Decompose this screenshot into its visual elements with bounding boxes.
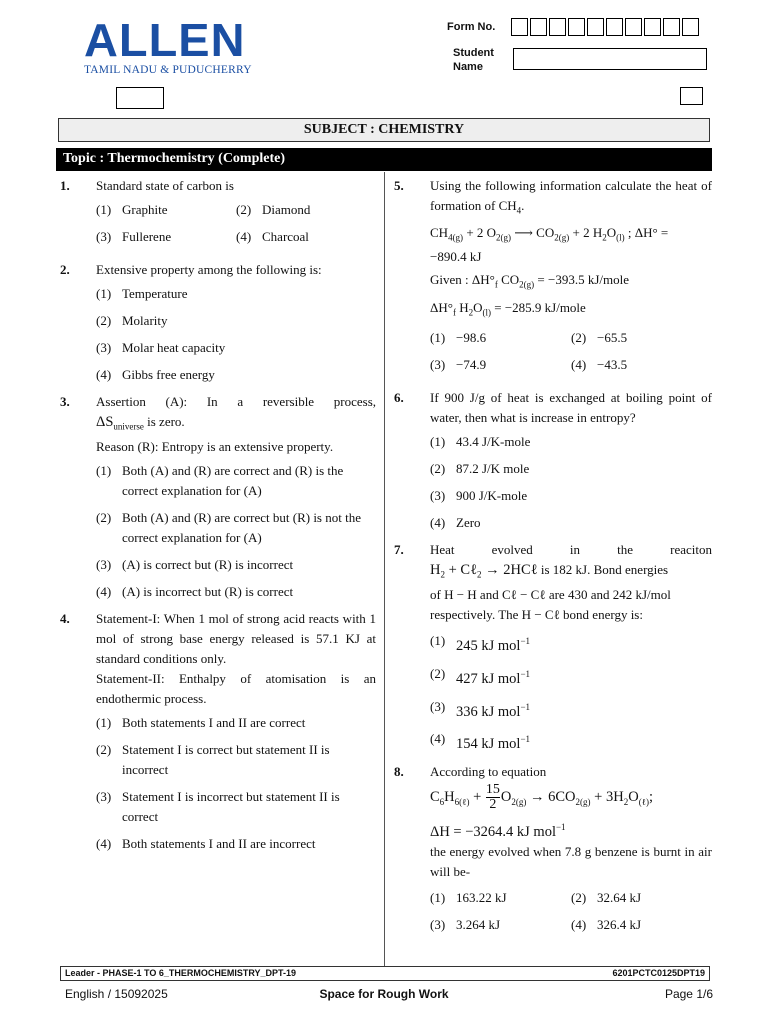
option-number: (2) [571, 890, 587, 905]
option-text: Temperature [122, 286, 188, 301]
option-text: Molarity [122, 313, 168, 328]
option-number: (1) [430, 632, 446, 648]
option-text [456, 664, 712, 689]
enthalpy-line [430, 817, 712, 842]
left-column [58, 176, 376, 861]
page-number: Page 1/6 [664, 987, 713, 1001]
blank-box-right[interactable] [680, 87, 703, 105]
option[interactable] [96, 555, 376, 575]
given-sub: (l) [482, 307, 491, 318]
question-text [430, 176, 712, 221]
option-number: (2) [571, 330, 587, 346]
question-number: 4. [60, 610, 70, 626]
options [96, 284, 376, 385]
option-number: (4) [96, 583, 112, 599]
option[interactable] [430, 729, 712, 754]
eq-sub: 2(g) [496, 232, 512, 243]
form-no-box[interactable] [644, 18, 661, 36]
question-8 [392, 762, 712, 942]
option-number: (4) [96, 367, 112, 382]
option-unit: kJ mol [477, 637, 521, 654]
eq-sub: 6 [439, 797, 445, 808]
option-number: (3) [96, 788, 112, 804]
given-h2o [430, 298, 712, 323]
q5-text-end: . [521, 198, 525, 213]
option[interactable] [571, 888, 712, 908]
given-part: H [455, 299, 469, 315]
option[interactable] [571, 328, 712, 348]
option-value: 154 [456, 736, 478, 753]
blank-box-left[interactable] [116, 87, 164, 109]
option[interactable] [430, 664, 712, 689]
option-text: Fullerene [122, 229, 172, 244]
reason-text: Reason (R): Entropy is an extensive property. [96, 438, 334, 454]
option-text: Graphite [122, 202, 168, 217]
option[interactable] [96, 311, 376, 331]
option-text: 900 J/K-mole [456, 488, 528, 504]
option[interactable] [96, 284, 376, 304]
eq-sub: (ℓ) [638, 797, 649, 808]
assertion-text [96, 392, 376, 412]
q5-sub: 4 [516, 205, 522, 216]
form-no-box[interactable] [587, 18, 604, 36]
option[interactable] [430, 513, 712, 533]
reaction-equation [430, 223, 712, 248]
option-number: (1) [430, 330, 446, 346]
option-number: (1) [96, 202, 112, 217]
option-number: (1) [96, 286, 112, 301]
question-tail: the energy evolved when 7.8 g benzene is burnt in air will be- [430, 844, 712, 879]
question-text: Standard state of carbon is [96, 178, 234, 193]
option-number: (3) [430, 488, 446, 504]
option[interactable] [430, 915, 571, 935]
option[interactable] [96, 713, 376, 733]
option-number: (1) [96, 462, 112, 478]
option-number: (2) [96, 313, 112, 328]
option-value: 245 [456, 637, 478, 654]
form-no-label: Form No. [447, 21, 496, 33]
option-text: −43.5 [597, 357, 628, 373]
enthalpy-value [430, 817, 566, 842]
option-text: −98.6 [456, 330, 487, 346]
option[interactable] [236, 227, 376, 247]
form-no-box[interactable] [530, 18, 547, 36]
option[interactable] [430, 432, 712, 452]
question-number: 5. [394, 178, 404, 193]
option-unit-sup: −1 [520, 668, 531, 679]
given-part: ΔH° [430, 299, 453, 315]
option-number: (3) [96, 556, 112, 572]
option[interactable] [96, 787, 376, 827]
option-number: (2) [430, 461, 446, 477]
language-date: English / 15092025 [65, 987, 168, 1001]
question-line-4: respectively. The H − Cℓ bond energy is: [430, 606, 643, 622]
topic-bar: Topic : Thermochemistry (Complete) [56, 148, 712, 171]
combustion-equation [430, 782, 712, 817]
option-text: Gibbs free energy [122, 367, 215, 382]
question-7 [392, 540, 712, 754]
logo-subtitle: TAMIL NADU & PUDUCHERRY [84, 64, 252, 76]
eq-part: + 2 O [463, 224, 497, 240]
form-no-box[interactable] [682, 18, 699, 36]
eq-part: H [430, 562, 441, 579]
eq-sub: 2 [477, 569, 482, 580]
form-no-box[interactable] [625, 18, 642, 36]
statement-1: Statement-I: When 1 mol of strong acid reacts with 1 mol of strong base energy released is 57.1 KJ at standard conditions only. [96, 610, 376, 666]
question-5 [392, 176, 712, 382]
option-number: (4) [96, 835, 112, 851]
option[interactable] [430, 355, 571, 375]
given-sub: f [494, 279, 498, 290]
option[interactable] [430, 888, 571, 908]
given-sub: 2(g) [519, 279, 535, 290]
assertion-end: is zero. [143, 414, 185, 429]
option[interactable] [96, 834, 376, 854]
assertion-formula [96, 412, 376, 437]
eq-part: O [500, 789, 512, 806]
eq-part: CH [430, 224, 449, 240]
allen-logo [84, 14, 252, 76]
option-number: (3) [430, 698, 446, 714]
option-text [456, 729, 712, 754]
question-line-2 [430, 560, 712, 585]
option-unit-sup: −1 [520, 635, 531, 646]
question-number: 2. [60, 262, 70, 277]
option-number: (3) [96, 229, 112, 244]
option[interactable] [96, 740, 376, 780]
eq-sub: 2 [623, 797, 629, 808]
options [96, 200, 376, 254]
eq-part: → 2HCℓ [481, 562, 538, 579]
question-line-1: Heat evolved in the reaciton [430, 542, 712, 558]
footer-bar [60, 966, 710, 981]
statement-2: Statement-II: Enthalpy of atomisation is an endothermic process. [96, 670, 376, 706]
option-number: (2) [430, 665, 446, 681]
option[interactable] [571, 915, 712, 935]
option[interactable] [96, 338, 376, 358]
eq-part: ; ΔH° = [624, 224, 669, 240]
rough-work-label: Space for Rough Work [319, 987, 449, 1001]
eq-part: → 6CO [526, 789, 576, 806]
option-text: Both (A) and (R) are correct but (R) is not the correct explanation for (A) [122, 509, 361, 545]
option-number: (2) [96, 741, 112, 757]
given-part: = −285.9 kJ/mole [490, 299, 586, 315]
form-no-box[interactable] [568, 18, 585, 36]
options [96, 461, 376, 602]
option[interactable] [430, 486, 712, 506]
option-number: (1) [96, 714, 112, 730]
option-number: (2) [96, 509, 112, 525]
given-part: Given : ΔH° [430, 272, 495, 288]
option-number: (3) [96, 340, 112, 355]
option-unit: kJ mol [477, 670, 521, 687]
fraction-denominator: 2 [486, 797, 500, 812]
option-text: 43.4 J/K-mole [456, 434, 531, 450]
form-no-box[interactable] [549, 18, 566, 36]
option-text: 87.2 J/K mole [456, 461, 530, 477]
student-label-line1: Student [453, 47, 494, 59]
eq-part: H [444, 789, 455, 806]
option[interactable] [430, 697, 712, 722]
subject-bar: SUBJECT : CHEMISTRY [58, 118, 710, 142]
option-text [456, 697, 712, 722]
option-text: Both (A) and (R) are correct and (R) is the correct explanation for (A) [122, 462, 344, 498]
footer-left-text: Leader - PHASE-1 TO 6_THERMOCHEMISTRY_DPT-19 [65, 968, 297, 978]
eq-part: O [606, 224, 617, 240]
option[interactable] [96, 227, 236, 247]
logo-wordmark: ALLEN [84, 14, 246, 66]
eq-part: is 182 kJ. Bond energies [537, 562, 669, 578]
option-number: (3) [430, 917, 446, 932]
question-text: According to equation [430, 764, 547, 780]
option-text: Both statements I and II are correct [122, 714, 306, 730]
reaction-enthalpy: −890.4 kJ [430, 249, 482, 265]
option[interactable] [96, 365, 376, 385]
option-number: (4) [571, 357, 587, 373]
question-number: 6. [394, 390, 404, 406]
form-no-box[interactable] [606, 18, 623, 36]
eq-sub: 2(g) [511, 797, 527, 808]
option-number: (3) [430, 357, 446, 373]
options [430, 328, 712, 382]
option-number: (4) [430, 515, 446, 531]
option-text: 3.264 kJ [456, 917, 501, 932]
option-value: 427 [456, 670, 478, 687]
option-text: 326.4 kJ [597, 917, 642, 932]
fraction [486, 783, 500, 812]
option-text: −65.5 [597, 330, 628, 346]
option-number: (4) [430, 731, 446, 747]
options [430, 888, 712, 942]
given-part: = −393.5 kJ/mole [534, 272, 629, 288]
column-divider [384, 172, 385, 966]
option-text: Statement I is correct but statement II is incorrect [122, 741, 330, 777]
given-sub: 2 [468, 307, 474, 318]
eq-part: + [469, 789, 485, 806]
option-text: Charcoal [262, 229, 309, 244]
eq-sub: 4(g) [448, 232, 464, 243]
eq-sub: 2(g) [575, 797, 591, 808]
option[interactable] [571, 355, 712, 375]
question-1 [58, 176, 376, 254]
option-number: (1) [430, 890, 446, 905]
question-4 [58, 609, 376, 854]
option-text: Statement I is incorrect but statement II is correct [122, 788, 340, 824]
option-text: Both statements I and II are incorrect [122, 835, 316, 851]
question-text: Extensive property among the following is: [96, 262, 322, 277]
question-number: 7. [394, 542, 404, 558]
option[interactable] [96, 508, 376, 548]
option-text: 32.64 kJ [597, 890, 642, 905]
eq-part: C [430, 789, 440, 806]
delta-s: ΔS [96, 414, 114, 430]
option-unit-sup: −1 [520, 701, 531, 712]
option-unit: kJ mol [477, 736, 521, 753]
student-name-field[interactable] [513, 48, 707, 70]
eq-sub: (l) [616, 232, 625, 243]
eq-part: O [628, 789, 639, 806]
option[interactable] [96, 461, 376, 501]
option-number: (1) [430, 434, 446, 450]
option-text: Diamond [262, 202, 311, 217]
universe-sub: universe [113, 421, 144, 432]
option-text: 163.22 kJ [456, 890, 507, 905]
form-no-boxes[interactable] [511, 18, 701, 36]
enthalpy-text: ΔH = −3264.4 kJ mol [430, 824, 556, 840]
student-label-line2: Name [453, 61, 483, 73]
option[interactable] [236, 200, 376, 220]
option[interactable] [430, 631, 712, 656]
eq-sub: 6(ℓ) [454, 797, 470, 808]
right-column [392, 176, 712, 948]
footer-right-text: 6201PCTC0125DPT19 [612, 968, 705, 978]
option-text: Zero [456, 515, 481, 531]
option-number: (4) [571, 917, 587, 932]
option-unit: kJ mol [477, 703, 521, 720]
option-text: −74.9 [456, 357, 487, 373]
option-text: (A) is correct but (R) is incorrect [122, 556, 294, 572]
eq-sub: 2 [440, 569, 445, 580]
option-value: 336 [456, 703, 478, 720]
student-name-label [453, 46, 494, 74]
option-number: (2) [236, 202, 252, 217]
eq-part: + 3H [590, 789, 624, 806]
options [430, 631, 712, 754]
options [96, 713, 376, 854]
option-text: Molar heat capacity [122, 340, 226, 355]
option[interactable] [96, 200, 236, 220]
enthalpy-sup: −1 [555, 822, 566, 833]
option-text [456, 631, 712, 656]
option[interactable] [430, 459, 712, 479]
form-no-box[interactable] [511, 18, 528, 36]
option-text: (A) is incorrect but (R) is correct [122, 583, 294, 599]
given-part: CO [497, 272, 520, 288]
question-text: If 900 J/g of heat is exchanged at boiling point of water, then what is increase in entropy? [430, 390, 712, 426]
question-number: 1. [60, 178, 70, 193]
question-number: 3. [60, 394, 70, 409]
option-unit-sup: −1 [520, 734, 531, 745]
eq-part: ; [649, 789, 654, 806]
eq-part: + Cℓ [444, 562, 478, 579]
eq-part: + 2 H [569, 224, 603, 240]
option[interactable] [430, 328, 571, 348]
q5-text: Using the following information calculate the heat of formation of CH [430, 178, 712, 213]
eq-sub: 2(g) [554, 232, 570, 243]
fraction-numerator: 15 [485, 782, 500, 798]
question-6 [392, 388, 712, 533]
question-line-3: of H − H and Cℓ − Cℓ are 430 and 242 kJ/mol [430, 586, 671, 602]
question-3 [58, 392, 376, 602]
eq-sub: 2 [602, 232, 607, 243]
options [430, 432, 712, 533]
given-part: O [473, 299, 483, 315]
question-2 [58, 260, 376, 385]
given-sub: f [452, 307, 456, 318]
eq-part: ⟶ CO [511, 224, 555, 240]
question-number: 8. [394, 764, 404, 780]
option-number: (4) [236, 229, 252, 244]
option[interactable] [96, 582, 376, 602]
given-co2 [430, 270, 712, 295]
form-no-box[interactable] [663, 18, 680, 36]
assertion-line: Assertion (A): In a reversible process, [96, 394, 376, 409]
